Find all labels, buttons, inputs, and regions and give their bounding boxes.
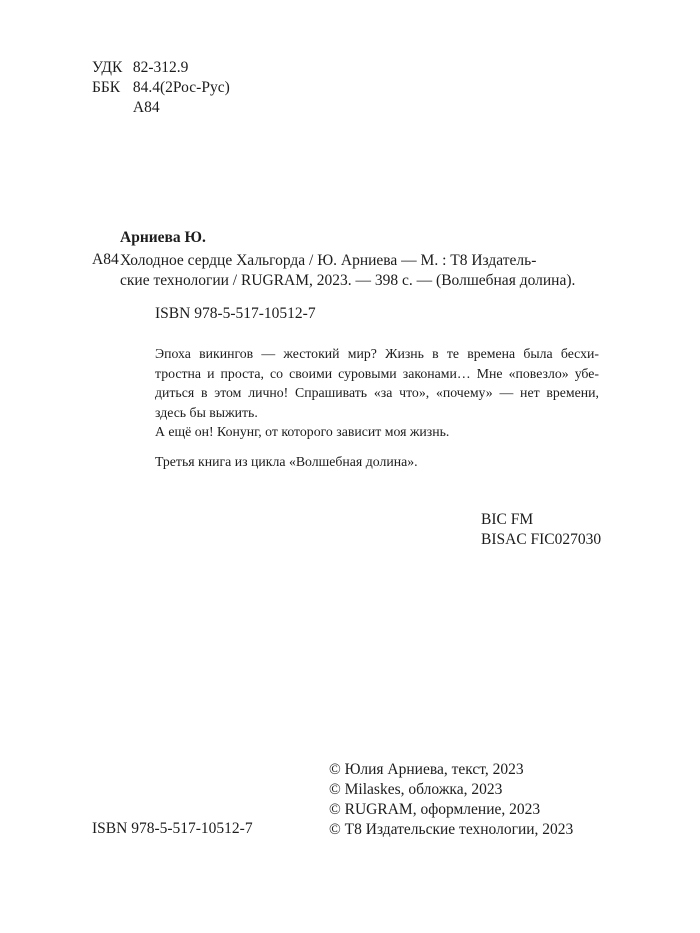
author-mark: А84 [92,251,119,268]
author-sign: А84 [132,99,160,116]
copyright-line: © RUGRAM, оформление, 2023 [329,801,541,818]
bbk-value: 84.4(2Рос-Рус) [132,79,230,96]
classification-block [92,58,230,118]
annotation-line-3: диться в этом лично! Спрашивать «за что», «почему» — нет времени, [155,385,599,400]
udk-value: 82-312.9 [132,59,189,76]
bbk-line [92,78,230,98]
annotation-second-paragraph: А ещё он! Конунг, от которого зависит моя жизнь. [155,424,450,439]
author-heading: Арниева Ю. [120,229,206,246]
bisac-line: BISAC FIC027030 [481,531,602,548]
author-sign-line [92,98,230,118]
annotation-series-note: Третья книга из цикла «Волшебная долина». [155,453,418,469]
udk-line [92,58,230,78]
copyright-line: © Milaskes, обложка, 2023 [329,781,503,798]
annotation-line-1: Эпоха викингов — жестокий мир? Жизнь в те времена была бесхи- [155,346,599,361]
copyright-line: © Т8 Издательские технологии, 2023 [329,821,574,838]
copyright-line: © Юлия Арниева, текст, 2023 [329,761,524,778]
biblio-line-1: Холодное сердце Хальгорда / Ю. Арниева — М. : Т8 Издатель- [120,252,537,269]
isbn-bottom: ISBN 978-5-517-10512-7 [92,820,253,837]
annotation-line-2: тростна и проста, со своими суровыми законами… Мне «повезло» убе- [155,365,599,381]
bic-line: BIC FM [481,511,534,528]
isbn-main: ISBN 978-5-517-10512-7 [155,305,316,322]
udk-label: УДК [92,59,123,76]
annotation-line-4: здесь бы выжить. [155,404,258,420]
copyright-block [329,760,573,840]
biblio-line-2: ские технологии / RUGRAM, 2023. — 398 с. — (Волшебная долина). [120,272,576,289]
bbk-label: ББК [92,79,121,96]
bibliographic-description [120,251,575,291]
annotation [155,344,599,471]
bic-codes [481,510,601,550]
